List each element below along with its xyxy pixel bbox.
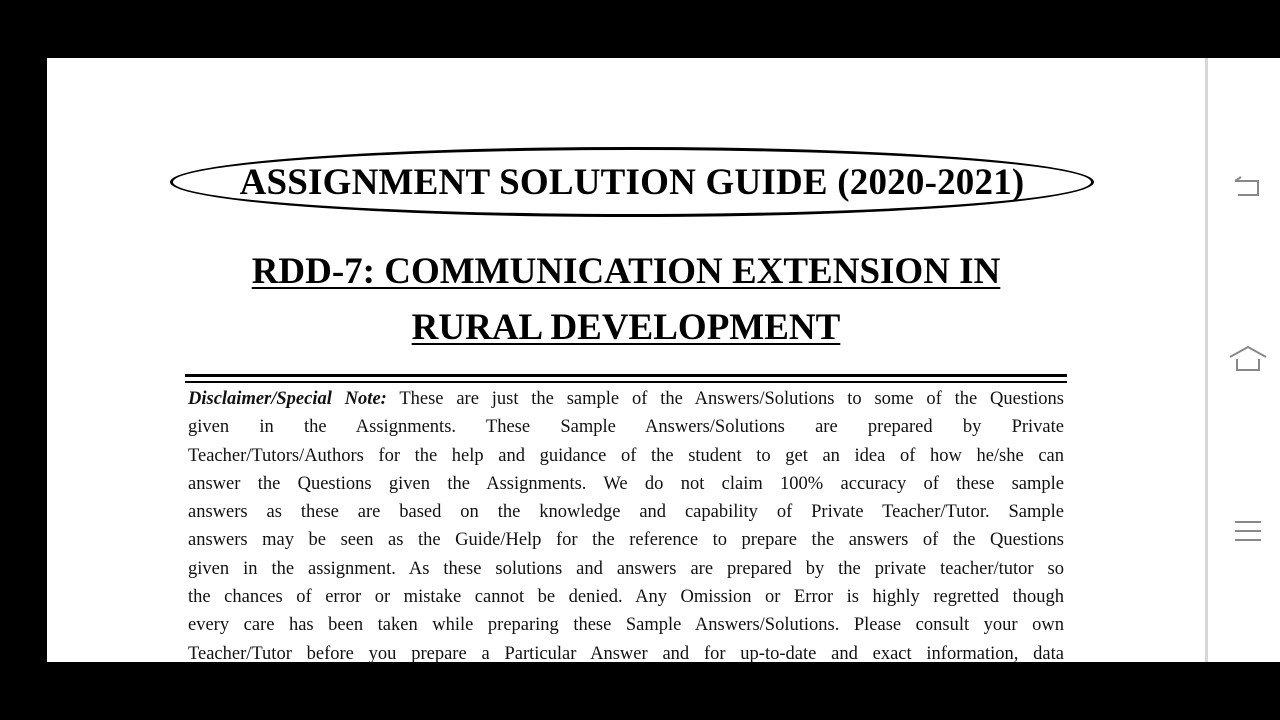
subtitle-line-1: RDD-7: COMMUNICATION EXTENSION IN — [251, 251, 1001, 292]
menu-button[interactable] — [1228, 516, 1268, 546]
home-icon — [1228, 345, 1268, 373]
paragraph-line: answer the Questions given the Assignments. We do not claim 100% accuracy of these sample — [188, 473, 1064, 494]
menu-icon — [1233, 519, 1263, 543]
home-button[interactable] — [1228, 344, 1268, 374]
navigation-bar — [1205, 58, 1280, 662]
paragraph-line: Disclaimer/Special Note: These are just the sample of the Answers/Solutions to some of the Questions — [188, 389, 1064, 409]
back-button[interactable] — [1228, 173, 1268, 203]
disclaimer-paragraph — [188, 385, 1064, 662]
document-title: ASSIGNMENT SOLUTION GUIDE (2020-2021) — [239, 161, 1025, 203]
document-page — [47, 58, 1205, 662]
paragraph-line: every care has been taken while preparing these Sample Answers/Solutions. Please consult your own — [188, 615, 1064, 636]
divider-thin — [185, 381, 1067, 383]
subtitle-line-2: RURAL DEVELOPMENT — [411, 307, 841, 348]
divider-thick — [185, 374, 1067, 377]
paragraph-line: answers as these are based on the knowledge and capability of Private Teacher/Tutor. Sample — [188, 502, 1064, 523]
paragraph-line: given in the Assignments. These Sample Answers/Solutions are prepared by Private — [188, 417, 1064, 438]
paragraph-line: given in the assignment. As these solutions and answers are prepared by the private teacher/tutor so — [188, 558, 1064, 579]
disclaimer-label: Disclaimer/Special Note: — [188, 389, 387, 409]
paragraph-line: Teacher/Tutor before you prepare a Particular Answer and for up-to-date and exact information, data — [188, 643, 1064, 662]
back-icon — [1232, 175, 1264, 201]
title-oval — [170, 147, 1094, 217]
paragraph-line: the chances of error or mistake cannot be denied. Any Omission or Error is highly regretted though — [188, 587, 1064, 608]
paragraph-line: answers may be seen as the Guide/Help for the reference to prepare the answers of the Questions — [188, 530, 1064, 551]
paragraph-line: Teacher/Tutors/Authors for the help and guidance of the student to get an idea of how he/she can — [188, 445, 1064, 466]
